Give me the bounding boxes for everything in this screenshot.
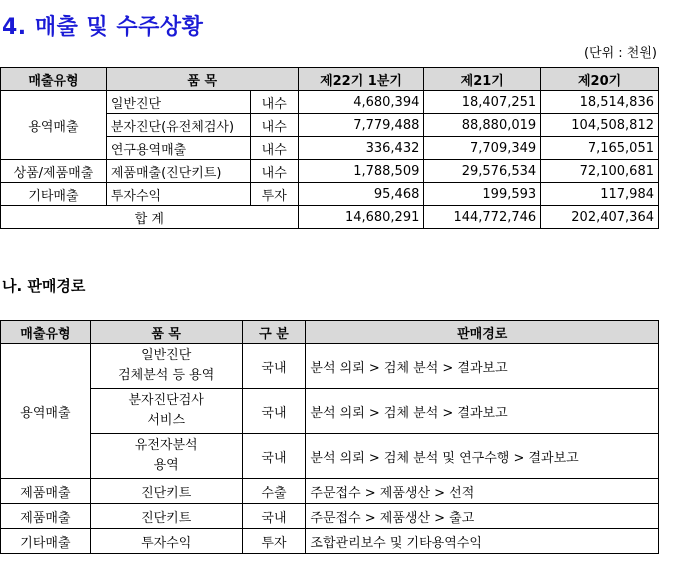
sales-table bbox=[0, 67, 659, 229]
cell-division: 국내 bbox=[242, 344, 306, 389]
total-q1: 14,680,291 bbox=[298, 206, 424, 229]
cell-route: 분석 의뢰 > 검체 분석 > 결과보고 bbox=[306, 389, 659, 434]
unit-label: (단위 : 천원) bbox=[583, 46, 657, 61]
cell-item: 제품매출(진단키트) bbox=[106, 160, 250, 183]
cell-division: 국내 bbox=[242, 389, 306, 434]
cell-type: 상품/제품매출 bbox=[1, 160, 107, 183]
table-row bbox=[1, 479, 659, 504]
cell-item-line: 검체분석 등 용역 bbox=[118, 368, 215, 383]
cell-y20: 117,984 bbox=[541, 183, 659, 206]
cell-item: 진단키트 bbox=[90, 504, 242, 529]
cell-route: 주문접수 > 제품생산 > 출고 bbox=[306, 504, 659, 529]
header-q1: 제22기 1분기 bbox=[298, 68, 424, 91]
cell-market: 내수 bbox=[250, 91, 298, 114]
cell-item: 분자진단(유전체검사) bbox=[106, 114, 250, 137]
cell-y20: 18,514,836 bbox=[541, 91, 659, 114]
cell-y21: 199,593 bbox=[424, 183, 541, 206]
section-title: 4. 매출 및 수주상황 bbox=[2, 15, 204, 40]
table-row bbox=[1, 529, 659, 554]
cell-type: 제품매출 bbox=[1, 479, 91, 504]
cell-q1: 4,680,394 bbox=[298, 91, 424, 114]
cell-route: 조합관리보수 및 기타용역수익 bbox=[306, 529, 659, 554]
cell-market: 내수 bbox=[250, 114, 298, 137]
cell-division: 국내 bbox=[242, 434, 306, 479]
header-item: 품 목 bbox=[90, 321, 242, 344]
cell-division: 국내 bbox=[242, 504, 306, 529]
total-y20: 202,407,364 bbox=[541, 206, 659, 229]
cell-y21: 18,407,251 bbox=[424, 91, 541, 114]
table-row bbox=[1, 183, 659, 206]
cell-item: 투자수익 bbox=[90, 529, 242, 554]
cell-item: 일반진단 bbox=[106, 91, 250, 114]
cell-item bbox=[90, 389, 242, 434]
header-y21: 제21기 bbox=[424, 68, 541, 91]
cell-type: 기타매출 bbox=[1, 529, 91, 554]
cell-route: 분석 의뢰 > 검체 분석 > 결과보고 bbox=[306, 344, 659, 389]
cell-item: 연구용역매출 bbox=[106, 137, 250, 160]
cell-y21: 7,709,349 bbox=[424, 137, 541, 160]
table-row bbox=[1, 344, 659, 389]
header-division: 구 분 bbox=[242, 321, 306, 344]
table-row bbox=[1, 504, 659, 529]
total-label: 합 계 bbox=[1, 206, 299, 229]
cell-type: 용역매출 bbox=[1, 344, 91, 479]
cell-type: 용역매출 bbox=[1, 91, 107, 160]
cell-y21: 88,880,019 bbox=[424, 114, 541, 137]
cell-route: 분석 의뢰 > 검체 분석 및 연구수행 > 결과보고 bbox=[306, 434, 659, 479]
cell-y21: 29,576,534 bbox=[424, 160, 541, 183]
cell-q1: 95,468 bbox=[298, 183, 424, 206]
cell-market: 내수 bbox=[250, 160, 298, 183]
cell-item-line: 유전자분석 bbox=[134, 438, 198, 453]
cell-type: 기타매출 bbox=[1, 183, 107, 206]
cell-item-line: 일반진단 bbox=[141, 348, 192, 363]
cell-q1: 336,432 bbox=[298, 137, 424, 160]
table-row bbox=[1, 434, 659, 479]
cell-item: 진단키트 bbox=[90, 479, 242, 504]
header-sales-type: 매출유형 bbox=[1, 68, 107, 91]
cell-item: 투자수익 bbox=[106, 183, 250, 206]
header-item: 품 목 bbox=[106, 68, 298, 91]
cell-type: 제품매출 bbox=[1, 504, 91, 529]
cell-q1: 1,788,509 bbox=[298, 160, 424, 183]
table-row bbox=[1, 91, 659, 114]
cell-division: 수출 bbox=[242, 479, 306, 504]
cell-item-line: 서비스 bbox=[147, 413, 186, 428]
cell-market: 내수 bbox=[250, 137, 298, 160]
cell-item-line: 분자진단검사 bbox=[128, 393, 204, 408]
total-y21: 144,772,746 bbox=[424, 206, 541, 229]
cell-market: 투자 bbox=[250, 183, 298, 206]
table-row bbox=[1, 389, 659, 434]
table-header-row bbox=[1, 68, 659, 91]
cell-item bbox=[90, 344, 242, 389]
total-row bbox=[1, 206, 659, 229]
table-header-row bbox=[1, 321, 659, 344]
cell-item bbox=[90, 434, 242, 479]
cell-division: 투자 bbox=[242, 529, 306, 554]
cell-item-line: 용역 bbox=[153, 458, 179, 473]
sales-channel-table bbox=[0, 320, 659, 554]
header-sales-type: 매출유형 bbox=[1, 321, 91, 344]
cell-y20: 72,100,681 bbox=[541, 160, 659, 183]
cell-y20: 7,165,051 bbox=[541, 137, 659, 160]
table-row bbox=[1, 160, 659, 183]
header-y20: 제20기 bbox=[541, 68, 659, 91]
cell-route: 주문접수 > 제품생산 > 선적 bbox=[306, 479, 659, 504]
cell-y20: 104,508,812 bbox=[541, 114, 659, 137]
section2-title: 나. 판매경로 bbox=[2, 277, 86, 295]
header-route: 판매경로 bbox=[306, 321, 659, 344]
cell-q1: 7,779,488 bbox=[298, 114, 424, 137]
